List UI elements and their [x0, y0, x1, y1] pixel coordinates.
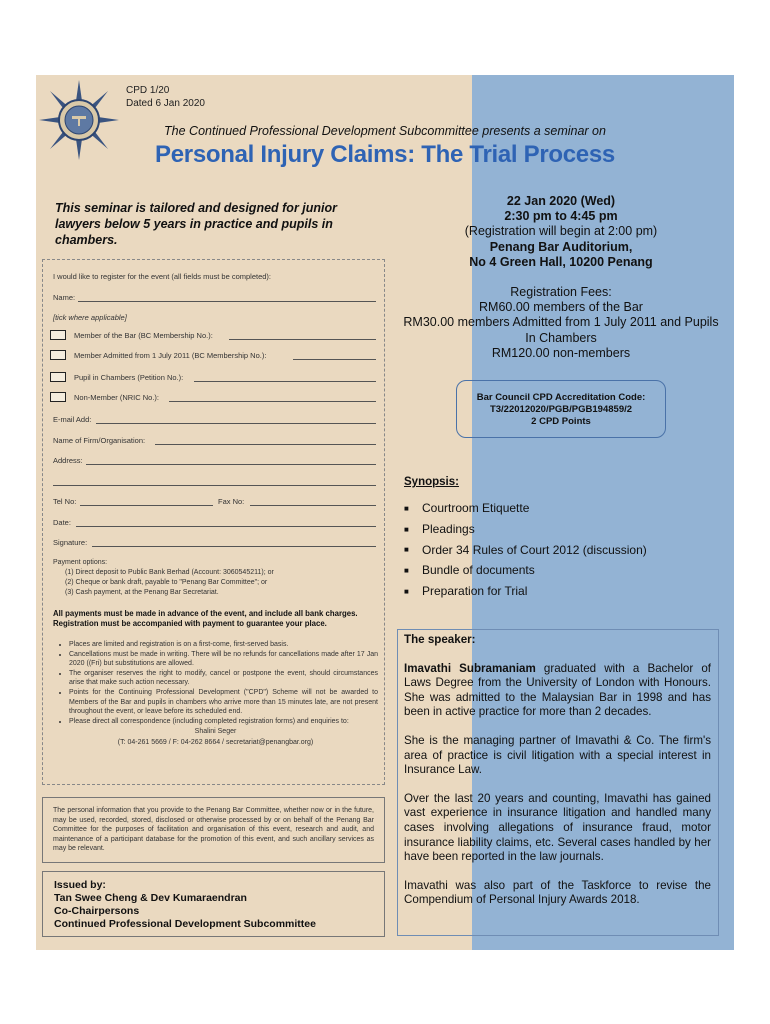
- synopsis-item: [404, 498, 704, 519]
- speaker-paragraph-3: Over the last 20 years and counting, Imavathi has gained vast experience in insurance litigation and handled many cases involving allegations of insurance fraud, motor insurance liability claims, etc. Several cases handled by her have been reported in the law journals.: [404, 791, 711, 864]
- tel-label: Tel No:: [53, 497, 77, 506]
- date-label: Date:: [53, 518, 71, 527]
- signature-label: Signature:: [53, 538, 88, 547]
- issued-role: Co-Chairpersons: [54, 905, 140, 917]
- member-checkbox[interactable]: [50, 330, 66, 340]
- fax-label: Fax No:: [218, 497, 245, 506]
- accreditation-box: [456, 380, 666, 438]
- fee-new-members: RM30.00 members Admitted from 1 July 2011 and Pupils In Chambers: [403, 315, 719, 345]
- cpd-number: CPD 1/20: [126, 85, 170, 96]
- admitted-member-checkbox[interactable]: [50, 350, 66, 360]
- event-address: No 4 Green Hall, 10200 Penang: [469, 254, 653, 269]
- registration-start: (Registration will begin at 2:00 pm): [464, 224, 658, 239]
- signature-field[interactable]: [92, 546, 376, 547]
- synopsis-item-label: Bundle of documents: [422, 563, 535, 578]
- event-venue: Penang Bar Auditorium,: [489, 239, 633, 254]
- payment-heading: Payment options:: [53, 559, 108, 566]
- bullet-icon: ■: [404, 524, 409, 534]
- synopsis-item-label: Pleadings: [422, 522, 475, 537]
- address-field-line-2[interactable]: [53, 485, 376, 486]
- contact-details: (T: 04-261 5669 / F: 04-262 8664 / secretariat@penangbar.org): [117, 738, 314, 746]
- speaker-bio: [404, 633, 711, 922]
- event-time: 2:30 pm to 4:45 pm: [504, 209, 618, 224]
- synopsis-item: [404, 581, 704, 602]
- bullet-icon: ■: [404, 586, 409, 596]
- nric-field[interactable]: [169, 401, 376, 402]
- firm-field[interactable]: [155, 444, 376, 445]
- issued-by-box: [42, 871, 385, 937]
- seminar-title: Personal Injury Claims: The Trial Process: [155, 141, 615, 168]
- member-number-field[interactable]: [229, 339, 376, 340]
- member-label: Member of the Bar (BC Membership No.):: [74, 331, 213, 340]
- note-item: • Places are limited and registration is on a first-come, first-served basis.: [69, 640, 378, 650]
- speaker-paragraph-1: [404, 662, 711, 720]
- speaker-heading: The speaker:: [404, 633, 476, 646]
- admitted-member-label: Member Admitted from 1 July 2011 (BC Membership No.):: [74, 351, 267, 360]
- cpd-date: Dated 6 Jan 2020: [126, 98, 205, 109]
- date-field[interactable]: [76, 526, 376, 527]
- non-member-label: Non-Member (NRIC No.):: [74, 393, 160, 402]
- fee-non-members: RM120.00 non-members: [491, 345, 631, 360]
- speaker-paragraph-2: She is the managing partner of Imavathi & Co. The firm's area of practice is civil litigation with a special interest in Insurance Law.: [404, 733, 711, 777]
- speaker-paragraph-1-text: graduated with a Bachelor of Laws Degree from the University of London with Honours. She was admitted to the Malaysian Bar in 1998 and has been in active practice for more than 2 decades.: [404, 661, 711, 719]
- privacy-notice: The personal information that you provide to the Penang Bar Committee, whether now or in the future, may be used, recorded, stored, disclosed or otherwise processed by or on behalf of the Penang Bar Committee for the purposes of facilitation and organisation of this event, research and audit, and maintenance of a participant database for the promotion of this event, and such ancillary services as may be relevant.: [42, 797, 385, 863]
- speaker-name: Imavathi Subramaniam: [404, 661, 536, 675]
- registration-fees: [400, 285, 722, 361]
- name-label: Name:: [53, 293, 76, 302]
- synopsis-item-label: Order 34 Rules of Court 2012 (discussion): [422, 542, 647, 557]
- payment-advance-note: All payments must be made in advance of the event, and include all bank charges. Registration must be accompanied with payment to guarantee your place.: [53, 609, 358, 628]
- synopsis-item-label: Preparation for Trial: [422, 584, 528, 599]
- note-item: • Cancellations must be made in writing. There will be no refunds for cancellations made after 17 Jan 2020 ((Fri) but substitutions are allowed.: [69, 650, 378, 669]
- payment-option: (1) Direct deposit to Public Bank Berhad (Account: 3060545211); or: [65, 569, 274, 576]
- cpd-reference: [126, 84, 205, 110]
- synopsis-list: [404, 498, 704, 601]
- event-date: 22 Jan 2020 (Wed): [506, 194, 616, 208]
- fees-heading: Registration Fees:: [510, 285, 612, 299]
- tel-field[interactable]: [80, 505, 213, 506]
- issued-names: Tan Swee Cheng & Dev Kumaraendran: [54, 892, 247, 904]
- note-item: • The organiser reserves the right to modify, cancel or postpone the event, should circumstances arise that make such action necessary.: [69, 669, 378, 688]
- speaker-paragraph-4: Imavathi was also part of the Taskforce to revise the Compendium of Personal Injury Awards 2018.: [404, 878, 711, 907]
- non-member-checkbox[interactable]: [50, 392, 66, 402]
- synopsis-heading: Synopsis:: [404, 476, 459, 488]
- form-intro: I would like to register for the event (all fields must be completed):: [53, 272, 272, 281]
- bullet-icon: ■: [404, 565, 409, 575]
- synopsis-item-label: Courtroom Etiquette: [422, 501, 530, 516]
- admitted-member-number-field[interactable]: [293, 359, 376, 360]
- pupil-label: Pupil in Chambers (Petition No.):: [74, 373, 184, 382]
- payment-option: (3) Cash payment, at the Penang Bar Secretariat.: [65, 589, 219, 596]
- contact-name: Shalini Seger: [194, 728, 237, 736]
- tick-note: [tick where applicable]: [53, 313, 127, 322]
- name-field[interactable]: [78, 301, 376, 302]
- address-field-line-1[interactable]: [86, 464, 376, 465]
- accreditation-points: 2 CPD Points: [531, 416, 591, 427]
- issued-committee: Continued Professional Development Subcommittee: [54, 918, 316, 930]
- audience-statement: This seminar is tailored and designed for junior lawyers below 5 years in practice and pupils in chambers.: [55, 201, 337, 247]
- terms-notes: [53, 640, 378, 748]
- email-field[interactable]: [96, 423, 376, 424]
- note-item: • Points for the Continuing Professional Development ("CPD") Scheme will not be awarded to Members of the Bar and pupils in chambers who arrive more than 15 minutes late, are not present throughout the event, or leave before its scheduled end.: [69, 688, 378, 717]
- pupil-checkbox[interactable]: [50, 372, 66, 382]
- bullet-icon: ■: [404, 503, 409, 513]
- fax-field[interactable]: [250, 505, 376, 506]
- firm-label: Name of Firm/Organisation:: [53, 436, 146, 445]
- accreditation-code: T3/22012020/PGB/PGB194859/2: [489, 404, 633, 415]
- event-details: [400, 194, 722, 270]
- synopsis-item: [404, 519, 704, 540]
- seminar-subtitle: The Continued Professional Development Subcommittee presents a seminar on: [164, 124, 606, 138]
- accreditation-label: Bar Council CPD Accreditation Code:: [476, 392, 646, 403]
- note-item: • Please direct all correspondence (including completed registration forms) and enquiries to:: [69, 717, 378, 727]
- payment-option: (2) Cheque or bank draft, payable to "Penang Bar Committee"; or: [65, 579, 268, 586]
- issued-heading: Issued by:: [54, 879, 106, 891]
- fee-members: RM60.00 members of the Bar: [479, 300, 643, 315]
- synopsis-item: [404, 539, 704, 560]
- email-label: E-mail Add:: [53, 415, 92, 424]
- payment-options: [53, 558, 378, 598]
- synopsis-item: [404, 560, 704, 581]
- pupil-petition-field[interactable]: [194, 381, 376, 382]
- address-label: Address:: [53, 456, 83, 465]
- bullet-icon: ■: [404, 545, 409, 555]
